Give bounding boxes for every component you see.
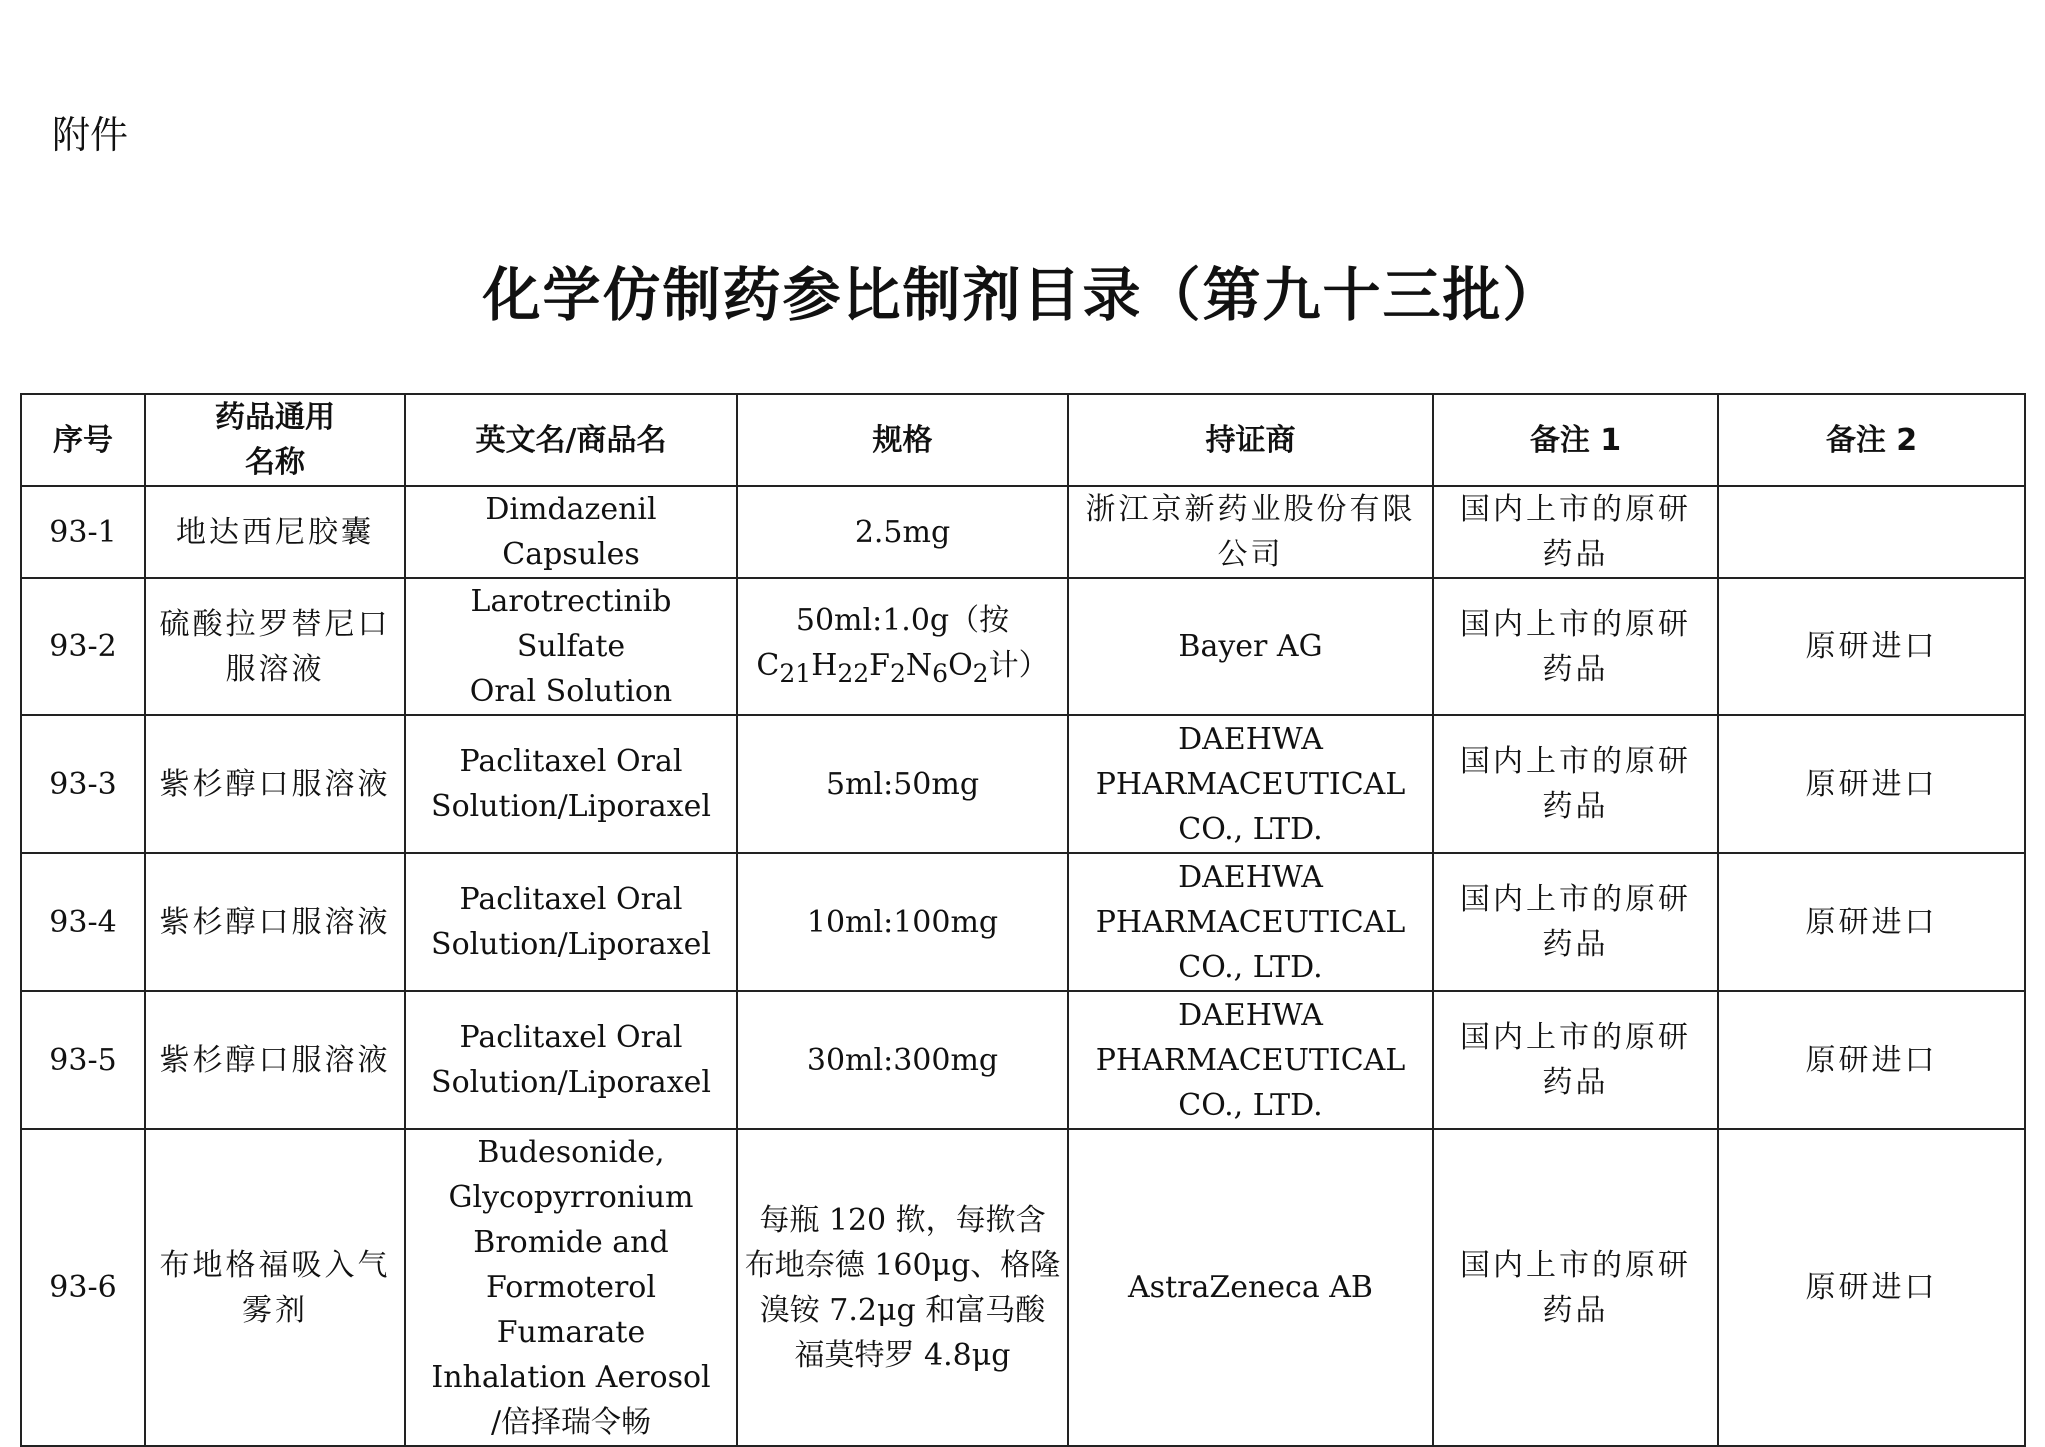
cell-name: [145, 715, 405, 853]
formula-subscript: 21: [779, 658, 812, 688]
cell-line: 国内上市的原研: [1460, 1020, 1691, 1055]
formula-element: C: [756, 647, 780, 683]
cell-remark2: 原研进口: [1718, 991, 2025, 1129]
cell-spec: [737, 991, 1068, 1129]
cell-remark2: 原研进口: [1718, 853, 2025, 991]
cell-line: 药品: [1542, 789, 1609, 824]
cell-line: 紫杉醇口服溶液: [159, 904, 391, 940]
formula-element: N: [905, 647, 933, 683]
cell-line: 药品: [1542, 927, 1609, 962]
cell-remark2: [1718, 486, 2025, 578]
cell-spec: [737, 715, 1068, 853]
cell-line: 地达西尼胶囊: [176, 514, 374, 550]
cell-line: 2.5mg: [854, 514, 951, 550]
cell-holder: [1068, 853, 1433, 991]
table-row: [21, 853, 2025, 991]
cell-line: 10ml:100mg: [806, 904, 999, 940]
cell-line: 布地奈德 160μg、格隆: [744, 1247, 1061, 1283]
cell-line: Glycopyrronium: [448, 1180, 694, 1215]
page-title: 化学仿制药参比制剂目录（第九十三批）: [482, 261, 1563, 329]
cell-spec: [737, 1129, 1068, 1446]
header-remark1: 备注 1: [1433, 394, 1718, 486]
cell-holder: [1068, 1129, 1433, 1446]
cell-holder: [1068, 486, 1433, 578]
formula-subscript: 2: [972, 658, 989, 688]
cell-line: Inhalation Aerosol: [431, 1360, 711, 1395]
header-english-name: 英文名/商品名: [405, 394, 737, 486]
cell-line: AstraZeneca AB: [1128, 1270, 1373, 1305]
cell-line: 雾剂: [242, 1292, 308, 1328]
cell-line: Paclitaxel Oral: [459, 744, 683, 779]
cell-line: Budesonide,: [477, 1135, 665, 1170]
cell-line: Oral Solution: [469, 674, 673, 709]
cell-remark2: 原研进口: [1718, 578, 2025, 715]
header-seq: 序号: [21, 394, 145, 486]
table-row: [21, 486, 2025, 578]
formula-subscript: 6: [932, 658, 949, 688]
cell-line: Dimdazenil Capsules: [485, 492, 657, 572]
header-remark2: 备注 2: [1718, 394, 2025, 486]
cell-line: 药品: [1542, 1292, 1609, 1328]
cell-english: [405, 486, 737, 578]
cell-holder: [1068, 991, 1433, 1129]
header-holder: 持证商: [1068, 394, 1433, 486]
cell-english: [405, 853, 737, 991]
cell-english: [405, 578, 737, 715]
cell-spec: [737, 578, 1068, 715]
cell-holder: [1068, 715, 1433, 853]
formula-element: O: [948, 647, 973, 683]
cell-line: 国内上市的原研: [1460, 1247, 1691, 1283]
cell-line: Formoterol Fumarate: [486, 1270, 656, 1350]
cell-line: 每瓶 120 揿，每揿含: [759, 1202, 1046, 1238]
header-generic-name-line1: 药品通用: [215, 400, 335, 435]
cell-line: 药品: [1542, 537, 1609, 572]
cell-line: CO., LTD.: [1178, 949, 1323, 985]
cell-line: Bromide and: [473, 1225, 669, 1260]
cell-name: [145, 853, 405, 991]
cell-line: 公司: [1217, 537, 1284, 572]
cell-line: DAEHWA: [1178, 997, 1323, 1033]
cell-line: 5ml:50mg: [825, 766, 980, 802]
cell-seq: 93-5: [21, 991, 145, 1129]
cell-line: Solution/Liporaxel: [431, 927, 711, 962]
formula-suffix: 计）: [988, 647, 1049, 683]
cell-line: 国内上市的原研: [1460, 882, 1691, 917]
cell-name: [145, 486, 405, 578]
cell-line: Solution/Liporaxel: [431, 789, 711, 824]
cell-remark1: [1433, 578, 1718, 715]
cell-line: 国内上市的原研: [1460, 606, 1691, 642]
catalog-table: [20, 393, 2026, 1447]
cell-line: CO., LTD.: [1178, 1087, 1323, 1123]
cell-line: 福莫特罗 4.8μg: [794, 1337, 1011, 1373]
cell-line: DAEHWA: [1178, 859, 1323, 895]
cell-seq: 93-6: [21, 1129, 145, 1446]
cell-line: 药品: [1542, 651, 1609, 687]
cell-name: [145, 1129, 405, 1446]
cell-line: Paclitaxel Oral: [459, 882, 683, 917]
cell-spec: [737, 853, 1068, 991]
cell-line: 国内上市的原研: [1460, 492, 1691, 527]
table-row: [21, 991, 2025, 1129]
cell-line: 紫杉醇口服溶液: [159, 1042, 391, 1078]
cell-line: 药品: [1542, 1065, 1609, 1100]
cell-line: PHARMACEUTICAL: [1095, 904, 1406, 940]
cell-line: 30ml:300mg: [806, 1042, 999, 1078]
cell-line: 布地格福吸入气: [159, 1247, 391, 1283]
cell-remark2: 原研进口: [1718, 1129, 2025, 1446]
cell-holder: [1068, 578, 1433, 715]
cell-line: Bayer AG: [1178, 629, 1323, 664]
table-header-row: [21, 394, 2025, 486]
cell-line: 溴铵 7.2μg 和富马酸: [759, 1292, 1046, 1328]
formula-subscript: 22: [837, 658, 870, 688]
chemical-formula: [744, 643, 1061, 696]
cell-name: [145, 991, 405, 1129]
cell-remark1: [1433, 1129, 1718, 1446]
cell-line: CO., LTD.: [1178, 811, 1323, 847]
formula-element: H: [811, 647, 838, 683]
header-generic-name: [145, 394, 405, 486]
cell-line: PHARMACEUTICAL: [1095, 766, 1406, 802]
cell-remark1: [1433, 486, 1718, 578]
cell-spec: [737, 486, 1068, 578]
cell-remark1: [1433, 853, 1718, 991]
cell-english: [405, 991, 737, 1129]
cell-line: /倍择瑞令畅: [490, 1405, 652, 1440]
cell-seq: 93-2: [21, 578, 145, 715]
annex-label: 附件: [52, 113, 129, 157]
cell-line: 国内上市的原研: [1460, 744, 1691, 779]
cell-line: PHARMACEUTICAL: [1095, 1042, 1406, 1078]
formula-subscript: 2: [890, 658, 906, 688]
cell-line: 50ml:1.0g（按: [795, 602, 1010, 638]
cell-line: 浙江京新药业股份有限: [1085, 492, 1416, 527]
cell-remark1: [1433, 715, 1718, 853]
cell-line: 紫杉醇口服溶液: [159, 766, 391, 802]
cell-line: Larotrectinib Sulfate: [470, 584, 672, 664]
table-row: [21, 1129, 2025, 1446]
cell-line: Solution/Liporaxel: [431, 1065, 711, 1100]
cell-line: 硫酸拉罗替尼口: [159, 606, 391, 642]
cell-seq: 93-3: [21, 715, 145, 853]
cell-line: Paclitaxel Oral: [459, 1020, 683, 1055]
cell-english: [405, 715, 737, 853]
header-spec: 规格: [737, 394, 1068, 486]
cell-remark2: 原研进口: [1718, 715, 2025, 853]
header-generic-name-line2: 名称: [245, 445, 305, 480]
cell-line: 服溶液: [225, 651, 325, 687]
cell-english: [405, 1129, 737, 1446]
cell-seq: 93-4: [21, 853, 145, 991]
cell-name: [145, 578, 405, 715]
formula-element: F: [869, 647, 890, 683]
cell-line: DAEHWA: [1178, 721, 1323, 757]
table-row: [21, 715, 2025, 853]
table-row: [21, 578, 2025, 715]
cell-seq: 93-1: [21, 486, 145, 578]
cell-remark1: [1433, 991, 1718, 1129]
